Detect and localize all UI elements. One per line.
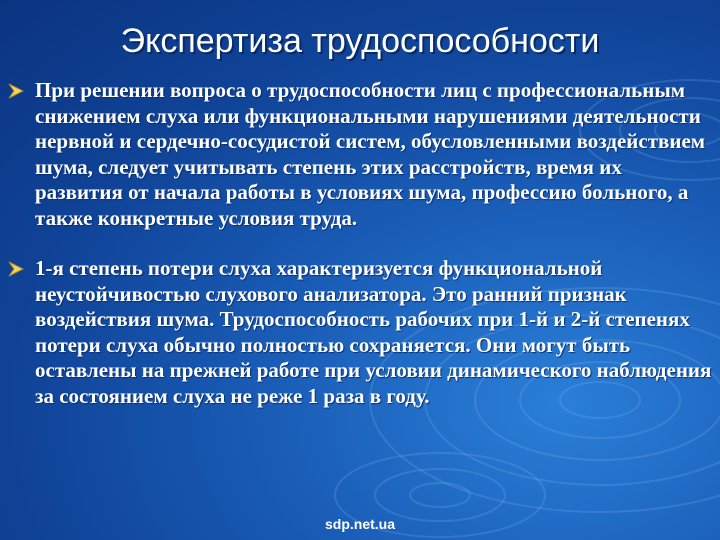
bullet-text: При решении вопроса о трудоспособности лиц с профессиональным снижением слуха или функциональными нарушениями деятельности нервной и сердечно-сосудистой систем, обусловленными воздействием шума, следует учитывать степень этих расстройств, время их развития от начала работы в условиях шума, профессию больного, а также конкретные условия труда. [35, 78, 706, 230]
arrow-bullet-icon [8, 83, 24, 99]
bullet-item [8, 256, 712, 409]
footer-watermark: sdp.net.ua [324, 516, 395, 532]
bullet-list [8, 78, 712, 434]
bullet-item [8, 78, 712, 231]
slide-title: Экспертиза трудоспособности [120, 22, 600, 60]
arrow-bullet-icon [8, 261, 24, 277]
bullet-text: 1-я степень потери слуха характеризуется функциональной неустойчивостью слухового анализатора. Это ранний признак воздействия шума. Трудоспособность рабочих при 1-й и 2-й степенях потери слуха обычно полностью сохраняется. Они могут быть оставлены на прежней работе при условии динамического наблюдения за состоянием слуха не реже 1 раза в году. [35, 256, 712, 408]
